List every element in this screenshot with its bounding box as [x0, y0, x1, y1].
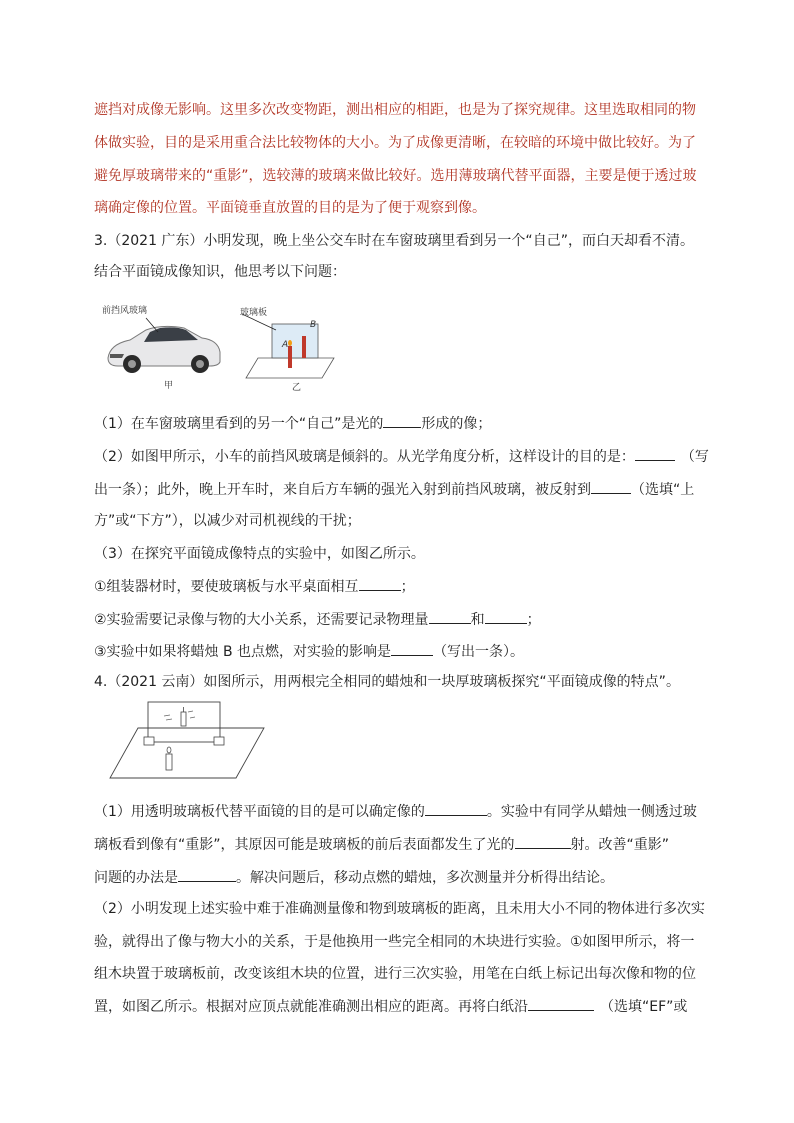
figure-glass-plate	[238, 300, 348, 393]
figure-candle-experiment	[108, 698, 268, 782]
figure-car-caption: 甲	[164, 381, 174, 391]
q4-stem: 4.（2021 云南）如图所示，用两根完全相同的蜡烛和一块厚玻璃板探究“平面镜成像的特点”。	[94, 674, 680, 690]
q3-part3: （3）在探究平面镜成像特点的实验中，如图乙所示。	[94, 546, 425, 562]
q3-stem-continued: 结合平面镜成像知识，他思考以下问题：	[94, 264, 346, 280]
q4-part1: （1）用透明玻璃板代替平面镜的目的是可以确定像的 。实验中有同学从蜡烛一侧透过玻	[94, 801, 704, 822]
q4-part2-line3: 组木块置于玻璃板前，改变该组木块的位置，进行三次实验，用笔在白纸上标记出每次像和物的位	[94, 966, 696, 982]
answer-blank[interactable]	[383, 413, 421, 428]
figure-glass-caption: 乙	[292, 383, 302, 393]
answer-blank[interactable]	[178, 867, 236, 882]
q4-part1-continued: 璃板看到像有“重影”，其原因可能是玻璃板的前后表面都发生了光的 射。改善“重影”	[94, 834, 704, 855]
q3-part2-end: 方”或“下方”），以减少对司机视线的干扰；	[94, 513, 361, 529]
q3-part1: （1）在车窗玻璃里看到的另一个“自己”是光的 形成的像；	[94, 413, 704, 434]
q4-part2-line2: 验，就得出了像与物大小的关系，于是他换用一些完全相同的木块进行实验。①如图甲所示，将一	[94, 934, 695, 950]
q3-part2-continued: 出一条）；此外，晚上开车时，来自后方车辆的强光入射到前挡风玻璃，被反射到 （选填“上	[94, 479, 704, 500]
glass-plate-label: 玻璃板	[240, 308, 268, 318]
analysis-line: 体做实验，目的是采用重合法比较物体的大小。为了成像更清晰，在较暗的环境中做比较好。为了	[94, 135, 696, 151]
answer-blank[interactable]	[591, 479, 631, 494]
candle-a-label: A	[282, 340, 289, 350]
q3-sub2: ②实验需要记录像与物的大小关系，还需要记录物理量 和 ；	[94, 609, 704, 630]
q4-part1-end: 问题的办法是 。解决问题后，移动点燃的蜡烛，多次测量并分析得出结论。	[94, 867, 704, 888]
answer-blank[interactable]	[528, 996, 594, 1011]
analysis-line: 遮挡对成像无影响。这里多次改变物距，测出相应的相距，也是为了探究规律。这里选取相同的物	[94, 102, 696, 118]
answer-blank[interactable]	[485, 609, 527, 624]
answer-blank[interactable]	[515, 834, 571, 849]
q4-part2: （2）小明发现上述实验中难于准确测量像和物到玻璃板的距离，且未用大小不同的物体进行多次实	[94, 901, 705, 917]
answer-blank[interactable]	[429, 609, 471, 624]
answer-blank[interactable]	[391, 641, 433, 656]
q3-part2: （2）如图甲所示，小车的前挡风玻璃是倾斜的。从光学角度分析，这样设计的目的是： （写	[94, 446, 704, 467]
analysis-line: 璃确定像的位置。平面镜垂直放置的目的是为了便于观察到像。	[94, 200, 486, 216]
answer-blank[interactable]	[425, 801, 487, 816]
q3-stem: 3.（2021 广东）小明发现，晚上坐公交车时在车窗玻璃里看到另一个“自己”，而白天却看不清。	[94, 233, 694, 249]
figure-car	[100, 300, 225, 390]
analysis-line: 避免厚玻璃带来的“重影”，选较薄的玻璃来做比较好。选用薄玻璃代替平面器，主要是便于透过玻	[94, 168, 697, 184]
candle-experiment-illustration	[108, 698, 268, 782]
answer-blank[interactable]	[359, 576, 401, 591]
q3-sub1: ①组装器材时，要使玻璃板与水平桌面相互 ；	[94, 576, 704, 597]
answer-blank[interactable]	[635, 446, 675, 461]
q4-part2-line4: 置，如图乙所示。根据对应顶点就能准确测出相应的距离。再将白纸沿 （选填“EF”或	[94, 996, 704, 1017]
windshield-label: 前挡风玻璃	[102, 306, 148, 316]
candle-b-label: B	[310, 320, 317, 330]
q3-sub3: ③实验中如果将蜡烛 B 也点燃，对实验的影响是 （写出一条）。	[94, 641, 704, 662]
